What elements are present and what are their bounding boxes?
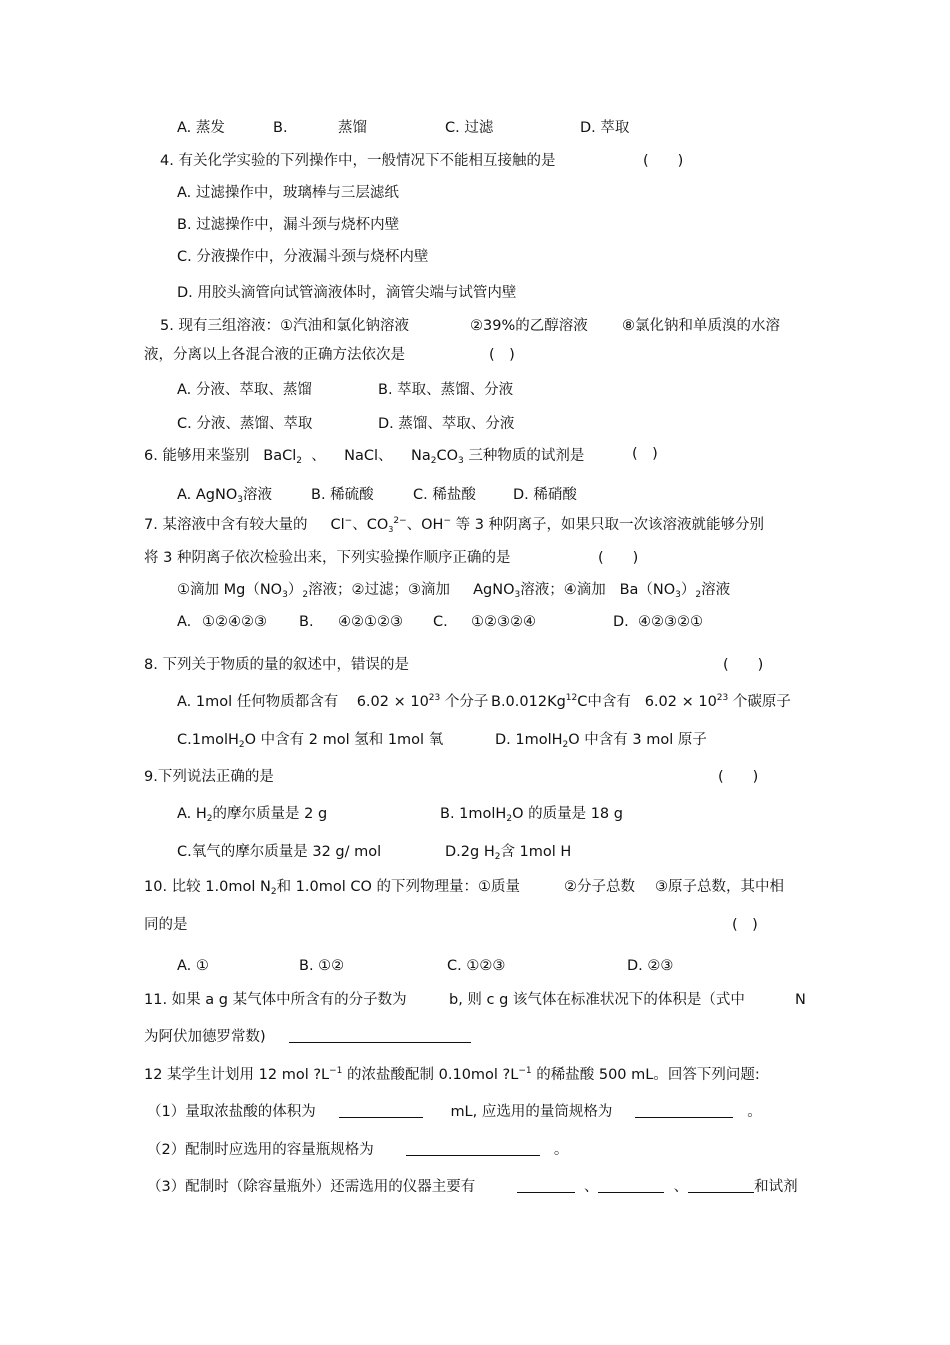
q7-steps-b-sub: 2	[302, 590, 309, 600]
q8-option-b-post: 个碳原子	[732, 694, 791, 710]
q8-option-d-text: D. 1molH	[495, 732, 563, 748]
q7-steps-d: AgNO	[473, 582, 515, 598]
q7-steps-f-sub: 3	[675, 590, 681, 600]
q9-option-a-text: A. H	[177, 806, 207, 822]
q10-stem-b: 和 1.0mol CO 的下列物理量：①质量	[276, 879, 521, 895]
q6-bacl-sub: 2	[296, 456, 303, 466]
q10-stem-line2: 同的是	[144, 917, 188, 933]
q10-stem-sub: 2	[270, 887, 277, 897]
q5-option-b: B. 萃取、蒸馏、分液	[378, 382, 514, 398]
q9-option-a	[177, 805, 327, 823]
q7-answer-paren: ( )	[598, 550, 639, 566]
q9-stem: 9.下列说法正确的是	[144, 769, 274, 785]
q11-answer-blank[interactable]	[289, 1028, 471, 1043]
q8-option-b-pre: B.0.012Kg	[491, 694, 566, 710]
q6-co-sub: 3	[458, 456, 464, 466]
q8-option-b-exp: 23	[716, 693, 729, 703]
q8-option-d-sub: 2	[562, 740, 569, 750]
q12-part2-end: 。	[553, 1142, 569, 1158]
q6-option-b: B. 稀硫酸	[311, 487, 374, 503]
q10-option-c: C. ①②③	[447, 958, 506, 974]
q6-na: Na	[411, 448, 431, 464]
q9-option-b-tail: O 的质量是 18 g	[512, 806, 623, 822]
q7-cl: Cl	[330, 517, 345, 533]
q3-option-a: A. 蒸发	[177, 120, 225, 136]
q7-option-c: ①②③②④	[471, 614, 536, 630]
q11-line2-text: 为阿伏加德罗常数)	[144, 1029, 266, 1045]
q6-option-a-tail: 溶液	[243, 487, 272, 503]
q4-stem: 4. 有关化学实验的下列操作中，一般情况下不能相互接触的是	[160, 153, 556, 169]
q5-option-d: D. 蒸馏、萃取、分液	[378, 416, 515, 432]
q7-oh-sup: −	[443, 516, 451, 526]
q7-comma2: 、	[406, 517, 422, 533]
q10-stem-a: 10. 比较 1.0mol N	[144, 879, 271, 895]
q9-option-a-tail: 的摩尔质量是 2 g	[212, 806, 328, 822]
q12-part1-cylinder-blank[interactable]	[635, 1103, 733, 1118]
q7-steps-c: 溶液；②过滤；③滴加	[308, 582, 451, 598]
q9-answer-paren: ( )	[718, 769, 759, 785]
q7-option-a-letter: A.	[177, 614, 192, 630]
q5-stem-line2: 液，分离以上各混合液的正确方法依次是	[144, 347, 405, 363]
q10-stem-d: ③原子总数，其中相	[655, 879, 784, 895]
q12-stem	[144, 1066, 760, 1084]
q6-option-a-text: A. AgNO	[177, 487, 238, 503]
q12-part3	[147, 1178, 798, 1196]
q6-nacl: NaCl、	[344, 448, 393, 464]
q7-steps-e: 溶液；④滴加	[520, 582, 606, 598]
q12-part3-a: （3）配制时（除容量瓶外）还需选用的仪器主要有	[147, 1179, 476, 1195]
q8-option-b-num: 6.02 × 10	[644, 694, 717, 710]
q7-co-sup: 2−	[393, 516, 407, 526]
q5-stem-a: 5. 现有三组溶液：①汽油和氯化钠溶液	[160, 318, 409, 334]
q11-na: N	[795, 992, 806, 1008]
q7-steps-g-sub: 2	[695, 590, 702, 600]
q7-steps-g: ）	[680, 582, 696, 598]
q12-part3-sep2: 、	[673, 1179, 689, 1195]
q6-stem-a: 6. 能够用来鉴别	[144, 448, 250, 464]
q8-option-c-sub: 2	[238, 740, 245, 750]
q7-co: CO	[366, 517, 389, 533]
q9-option-d	[445, 843, 571, 861]
q8-option-d	[495, 731, 707, 749]
q6-option-d: D. 稀硝酸	[513, 487, 577, 503]
q12-part3-sep1: 、	[583, 1179, 599, 1195]
q6-co: CO	[436, 448, 459, 464]
q4-option-a: A. 过滤操作中，玻璃棒与三层滤纸	[177, 185, 399, 201]
q11-stem-line2	[144, 1028, 471, 1046]
q4-option-c: C. 分液操作中，分液漏斗颈与烧杯内壁	[177, 249, 429, 265]
q11-stem-a: 11. 如果 a g 某气体中所含有的分子数为	[144, 992, 407, 1008]
q4-option-b: B. 过滤操作中，漏斗颈与烧杯内壁	[177, 217, 400, 233]
q10-stem	[144, 878, 520, 896]
q6-option-a	[177, 486, 272, 504]
q9-option-d-sub: 2	[494, 852, 501, 862]
q12-part3-end: 和试剂	[754, 1179, 798, 1195]
q8-stem: 8. 下列关于物质的量的叙述中，错误的是	[144, 657, 409, 673]
q5-option-c: C. 分液、蒸馏、萃取	[177, 416, 313, 432]
q8-option-c	[177, 731, 443, 749]
q5-option-a: A. 分液、萃取、蒸馏	[177, 382, 312, 398]
q7-steps-a-sub: 3	[282, 590, 288, 600]
q4-option-d: D. 用胶头滴管向试管滴液体时，滴管尖端与试管内壁	[177, 285, 517, 301]
q8-option-c-text: C.1molH	[177, 732, 239, 748]
q8-option-a-pre: A. 1mol 任何物质都含有	[177, 694, 339, 710]
q6-bacl: BaCl	[263, 448, 297, 464]
q9-option-b-text: B. 1molH	[440, 806, 507, 822]
q6-answer-paren: ( )	[632, 446, 658, 462]
q8-option-a-post: 个分子	[444, 694, 489, 710]
q7-option-d-letter: D.	[613, 614, 629, 630]
q12-part3-blank-1[interactable]	[517, 1178, 575, 1193]
q12-part3-blank-2[interactable]	[598, 1178, 664, 1193]
q7-comma1: 、	[352, 517, 367, 533]
q8-option-a-num: 6.02 × 10	[356, 694, 429, 710]
q7-stem: 7. 某溶液中含有较大量的 Cl−、$CO_3^{2-}$、OH− 等 3 种阴离子，如果只取一次该溶液就能够分别	[144, 516, 765, 534]
q10-option-d: D. ②③	[627, 958, 674, 974]
q6-stem-b: 三种物质的试剂是	[468, 448, 585, 464]
q12-sup2: −1	[518, 1066, 532, 1076]
q3-option-b-letter: B.	[273, 120, 288, 136]
q12-part3-blank-3[interactable]	[688, 1178, 754, 1193]
q7-stem-line2: 将 3 种阴离子依次检验出来，下列实验操作顺序正确的是	[144, 550, 511, 566]
q6-option-a-sub: 3	[237, 495, 243, 505]
q12-part1-end: 。	[747, 1104, 762, 1120]
q10-option-b: B. ①②	[299, 958, 345, 974]
q7-steps	[177, 581, 730, 599]
q9-option-b	[440, 805, 623, 823]
q7-option-b-letter: B.	[299, 614, 314, 630]
q5-answer-paren: ( )	[489, 347, 515, 363]
q7-stem-b: 等 3 种阴离子，如果只取一次该溶液就能够分别	[455, 517, 765, 533]
q10-stem-c: ②分子总数	[564, 879, 635, 895]
q12-part2-flask-blank[interactable]	[406, 1141, 540, 1156]
q7-oh: OH	[421, 517, 444, 533]
q7-option-a: ①②④②③	[202, 614, 267, 630]
q7-option-b: ④②①②③	[338, 614, 403, 630]
q6-stem	[144, 447, 584, 465]
q9-option-d-text: D.2g H	[445, 844, 495, 860]
q12-stem-b: 的浓盐酸配制 0.10mol ?L	[347, 1067, 519, 1083]
q12-part1	[147, 1103, 762, 1121]
q12-sup1: −1	[329, 1066, 343, 1076]
q5-stem-c: ⑧氯化钠和单质溴的水溶	[622, 318, 780, 334]
q12-stem-c: 的稀盐酸 500 mL。回答下列问题:	[536, 1067, 760, 1083]
q11-stem-b: b, 则 c g 该气体在标准状况下的体积是（式中	[449, 992, 745, 1008]
q9-option-c: C.氧气的摩尔质量是 32 g/ mol	[177, 844, 382, 860]
q12-stem-a: 12 某学生计划用 12 mol ?L	[144, 1067, 330, 1083]
q6-option-c: C. 稀盐酸	[413, 487, 476, 503]
q9-option-b-sub: 2	[506, 814, 513, 824]
q8-option-c-tail: O 中含有 2 mol 氢和 1mol 氧	[244, 732, 444, 748]
q12-part1-volume-blank[interactable]	[339, 1103, 423, 1118]
q7-cl-sup: −	[344, 516, 353, 526]
q7-option-c-letter: C.	[433, 614, 448, 630]
q5-stem-b: ②39%的乙醇溶液	[470, 318, 588, 334]
q12-part2	[147, 1141, 568, 1159]
q8-option-d-tail: O 中含有 3 mol 原子	[568, 732, 707, 748]
q8-answer-paren: ( )	[723, 657, 764, 673]
q10-answer-paren: ( )	[732, 917, 758, 933]
q12-part1-b: mL, 应选用的量筒规格为	[450, 1104, 613, 1120]
q7-steps-f: Ba（NO	[619, 582, 676, 598]
q3-option-c: C. 过滤	[445, 120, 494, 136]
q3-option-b: 蒸馏	[338, 120, 367, 136]
q8-option-b	[491, 693, 791, 711]
q7-stem-a: 7. 某溶液中含有较大量的	[144, 517, 308, 533]
q12-part2-a: （2）配制时应选用的容量瓶规格为	[147, 1142, 374, 1158]
q9-option-d-tail: 含 1mol H	[500, 844, 572, 860]
q4-answer-paren: ( )	[643, 153, 684, 169]
q7-steps-a: ①滴加 Mg（NO	[177, 582, 283, 598]
q3-option-d: D. 萃取	[580, 120, 630, 136]
q7-steps-h: 溶液	[701, 582, 731, 598]
q7-option-d: ④②③②①	[638, 614, 703, 630]
q8-option-a-exp: 23	[428, 693, 441, 703]
q10-option-a: A. ①	[177, 958, 209, 974]
q8-option-b-mid: C中含有	[577, 694, 631, 710]
q8-option-a	[177, 693, 488, 711]
q6-na-sub: 2	[430, 456, 437, 466]
q7-steps-b: ）	[287, 582, 303, 598]
q12-part1-a: （1）量取浓盐酸的体积为	[147, 1104, 316, 1120]
q7-steps-d-sub: 3	[514, 590, 521, 600]
q9-option-a-sub: 2	[206, 814, 213, 824]
q8-option-b-sup: 12	[565, 693, 578, 703]
q6-sep: 、	[311, 448, 326, 464]
